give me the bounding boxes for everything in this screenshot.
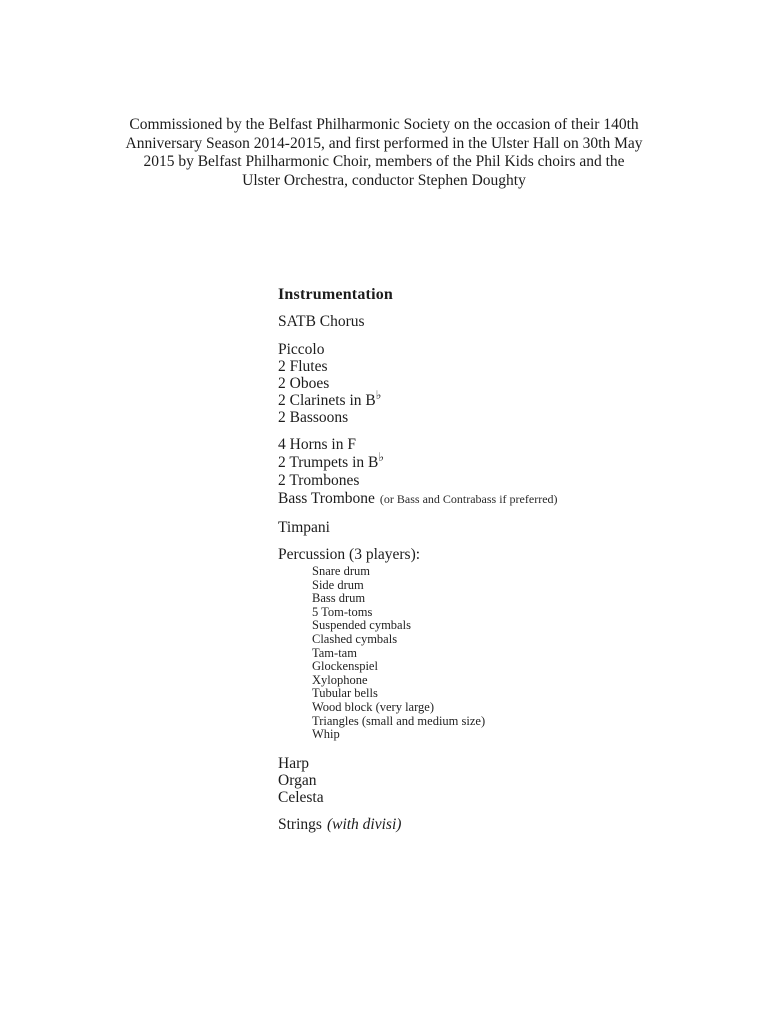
instrument-line bbox=[278, 358, 558, 375]
percussion-item: Whip bbox=[312, 727, 340, 742]
commission-line: Ulster Orchestra, conductor Stephen Doughty bbox=[242, 171, 526, 189]
instrumentation-heading: Instrumentation bbox=[278, 286, 394, 303]
timpani-line: Timpani bbox=[278, 519, 330, 536]
brass-group bbox=[278, 436, 558, 508]
commission-note bbox=[94, 116, 674, 190]
instrument-line bbox=[278, 387, 558, 409]
instrument-line bbox=[278, 409, 558, 426]
percussion-item: Triangles (small and medium size) bbox=[312, 713, 486, 728]
instrument-text: 2 Flutes bbox=[278, 358, 328, 375]
percussion-item: Wood block (very large) bbox=[312, 699, 434, 714]
commission-line: Commissioned by the Belfast Philharmonic Society on the occasion of their 140th bbox=[129, 116, 639, 133]
instrument-line bbox=[278, 341, 558, 358]
timpani-group bbox=[278, 519, 558, 536]
percussion-item: Clashed cymbals bbox=[312, 631, 398, 646]
keyboards-group bbox=[278, 755, 558, 806]
instrument-line: Organ bbox=[278, 771, 317, 789]
instrument-text: Bass Trombone bbox=[278, 490, 375, 507]
woodwinds-group bbox=[278, 341, 558, 426]
percussion-item: 5 Tom-toms bbox=[312, 604, 373, 619]
percussion-item: Snare drum bbox=[312, 564, 370, 578]
strings-line bbox=[278, 816, 558, 833]
instrument-note: (or Bass and Contrabass if preferred) bbox=[379, 492, 558, 506]
instrument-text: 2 Oboes bbox=[278, 375, 330, 392]
instrument-line bbox=[278, 436, 558, 454]
percussion-item: Tam-tam bbox=[312, 645, 357, 660]
percussion-item: Tubular bells bbox=[312, 686, 378, 701]
instrumentation-section bbox=[278, 286, 558, 833]
percussion-item: Suspended cymbals bbox=[312, 618, 411, 633]
commission-line: 2015 by Belfast Philharmonic Choir, members of the Phil Kids choirs and the bbox=[143, 153, 625, 170]
chorus-group bbox=[278, 313, 558, 330]
instrument-text: 2 Trumpets in B bbox=[278, 454, 379, 471]
instrument-line: Harp bbox=[278, 754, 309, 772]
instrument-text: 2 Trombones bbox=[278, 472, 360, 489]
chorus-line: SATB Chorus bbox=[278, 313, 365, 330]
instrument-line bbox=[278, 490, 558, 508]
percussion-label: Percussion (3 players): bbox=[278, 546, 421, 563]
instrument-text: 2 Clarinets in B bbox=[278, 392, 376, 409]
percussion-group bbox=[278, 546, 558, 742]
strings-note: (with divisi) bbox=[326, 815, 402, 833]
commission-line: Anniversary Season 2014-2015, and first performed in the Ulster Hall on 30th May bbox=[125, 134, 643, 152]
instrument-line bbox=[278, 472, 558, 490]
strings-group bbox=[278, 816, 558, 833]
percussion-item: Xylophone bbox=[312, 672, 368, 687]
instrument-text: Strings bbox=[278, 815, 322, 833]
flat-symbol: ♭ bbox=[378, 449, 385, 464]
percussion-item: Side drum bbox=[312, 577, 364, 592]
instrument-line bbox=[278, 375, 558, 392]
flat-symbol: ♭ bbox=[375, 387, 382, 402]
instrument-text: 2 Bassoons bbox=[278, 409, 349, 426]
instrument-text: 4 Horns in F bbox=[278, 436, 356, 453]
percussion-item: Bass drum bbox=[312, 591, 366, 606]
percussion-item: Glockenspiel bbox=[312, 659, 378, 674]
instrument-line bbox=[278, 449, 558, 472]
instrument-text: Piccolo bbox=[278, 341, 325, 358]
instrument-line: Celesta bbox=[278, 788, 324, 806]
percussion-sublist bbox=[312, 565, 558, 742]
